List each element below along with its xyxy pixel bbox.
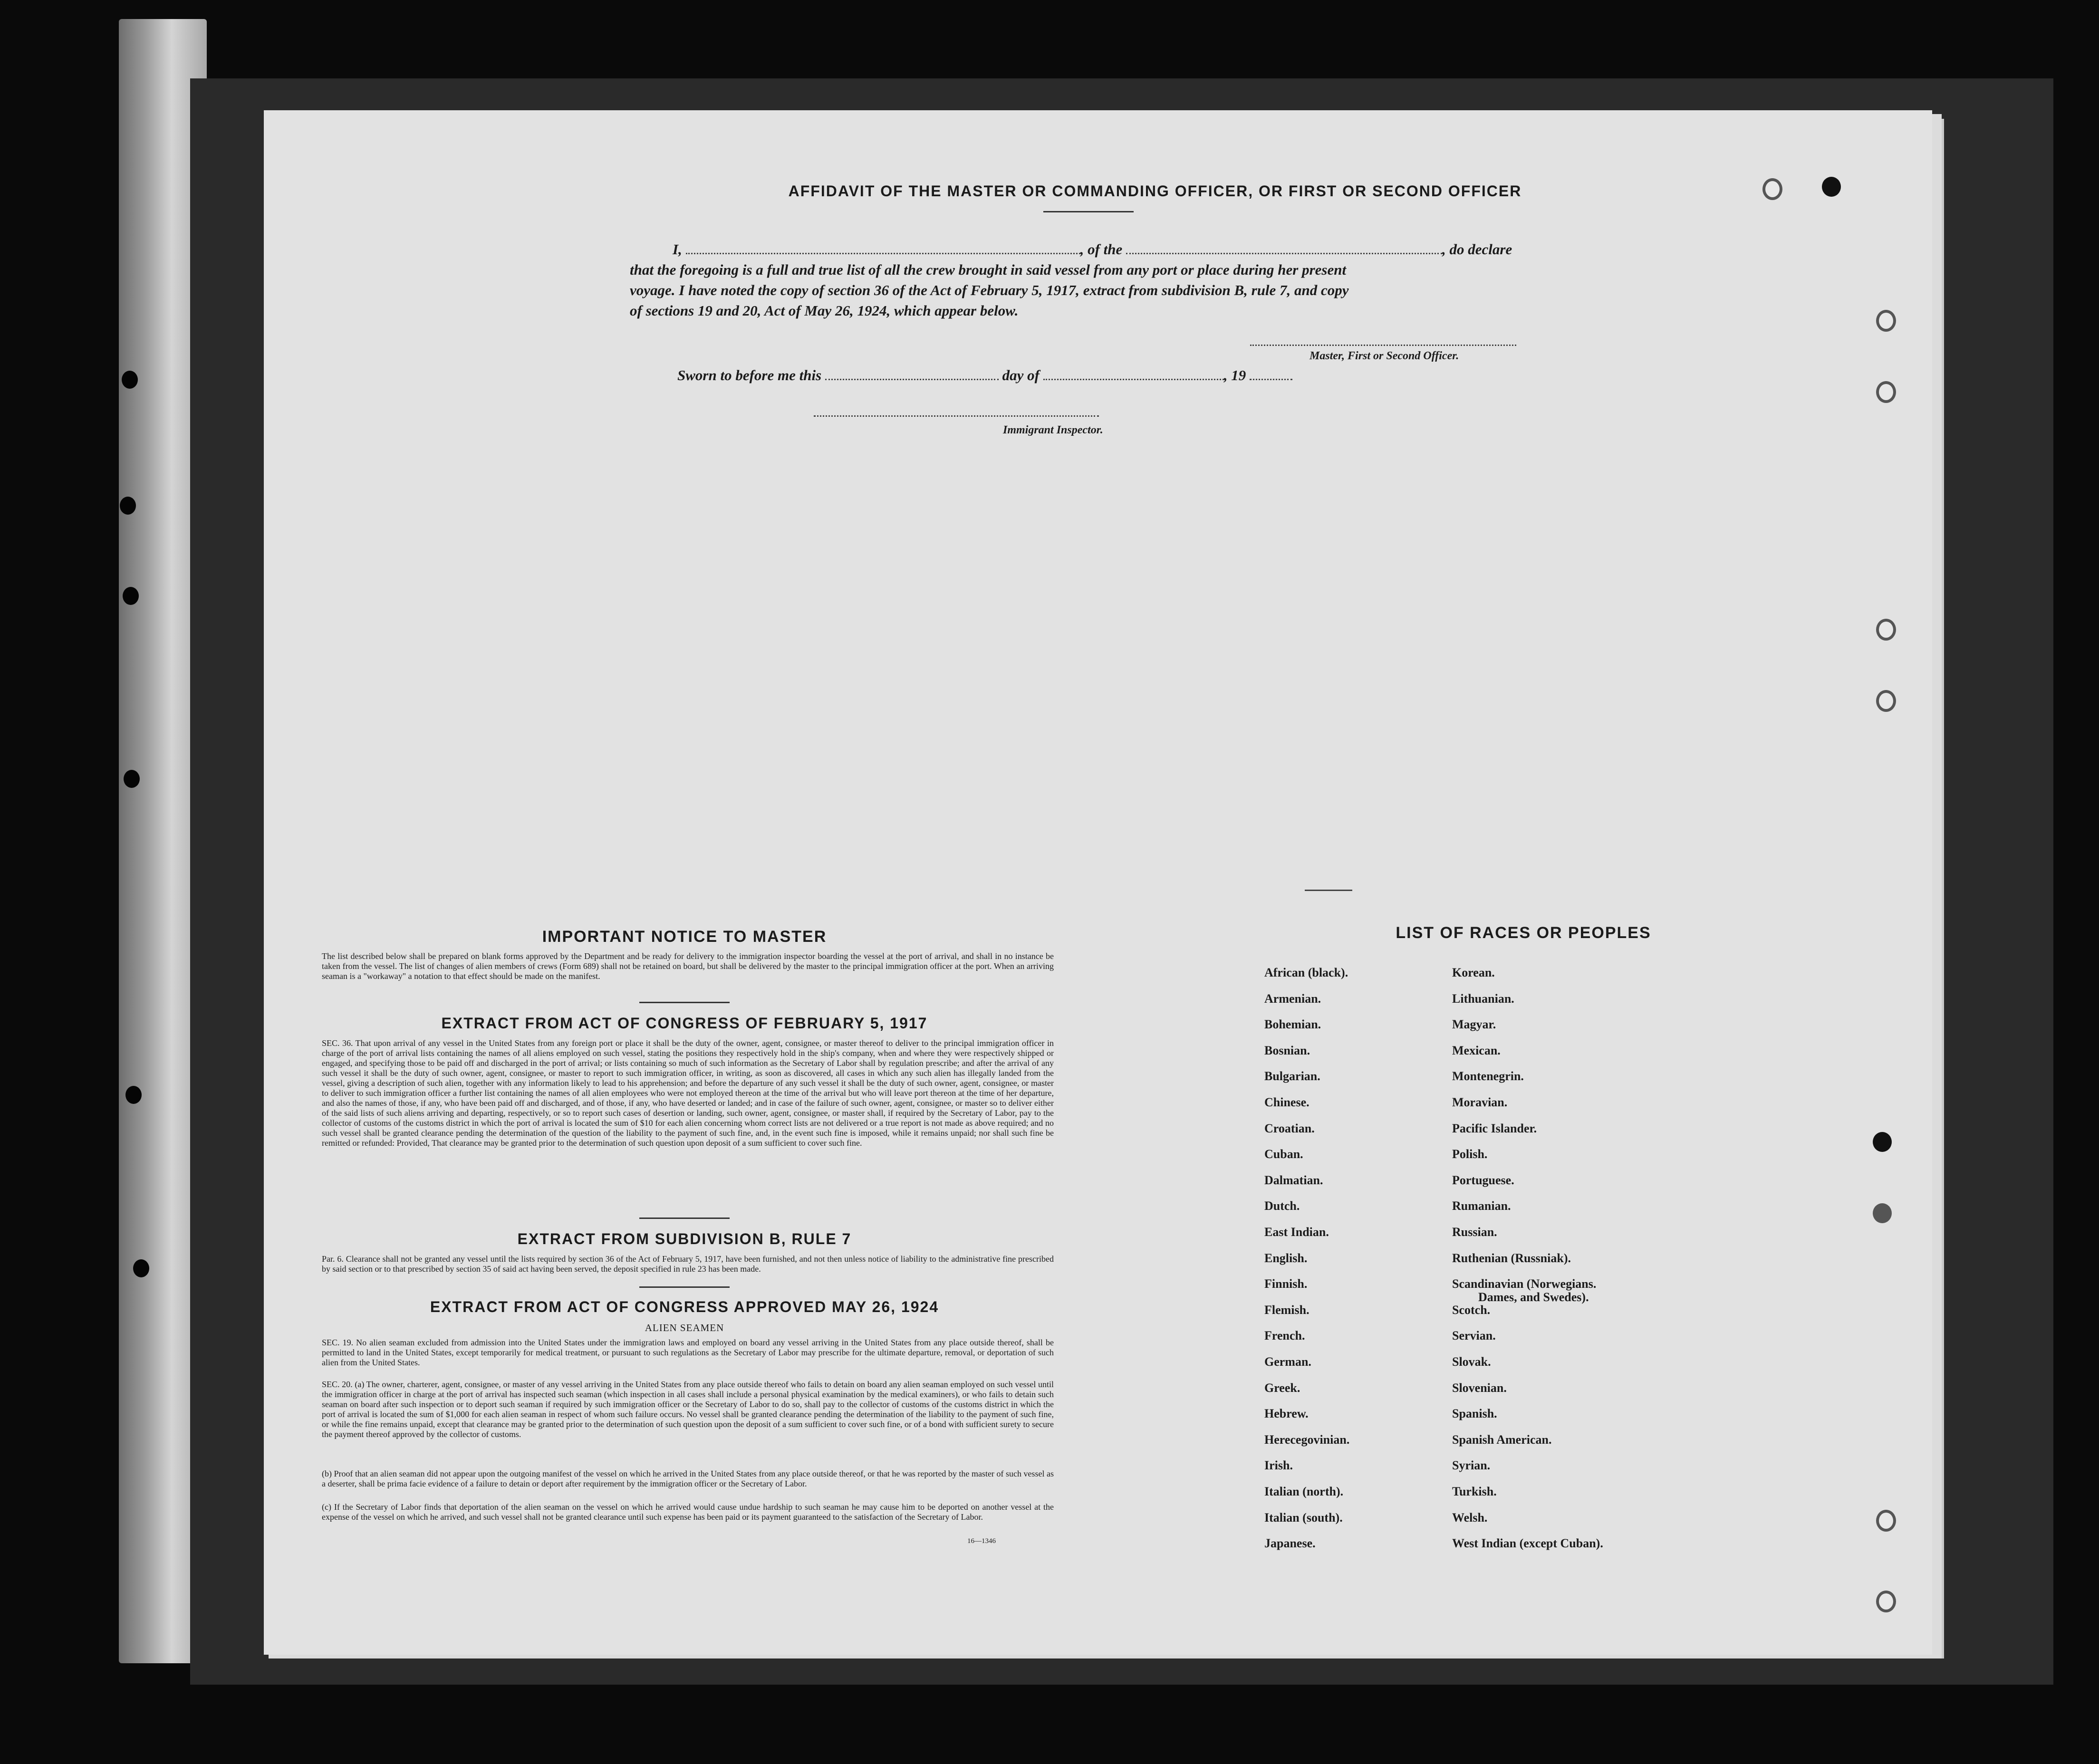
sworn-c: , 19 xyxy=(1223,367,1246,383)
section-rule xyxy=(639,1218,730,1219)
sworn-line xyxy=(677,367,1292,384)
inspector-label: Immigrant Inspector. xyxy=(1003,424,1103,436)
race-item: Syrian. xyxy=(1452,1458,1491,1472)
binder-hole xyxy=(1876,690,1896,712)
extract-1924-sec20a: SEC. 20. (a) The owner, charterer, agent, consignee, or master of any vessel arriving in the United States from any place outside thereof who fails to detain on board any alien seaman employed on such vessel until the immigration officer in charge at the port of arrival has inspected such seaman (which inspection in all cases shall include a personal physical examination by the medical examiners), or who fails to detain such seaman on board after such inspection or to deport such seaman if required by such immigration officer or the Secretary of Labor to do so, shall pay to the collector of customs of the customs district in which the port of arrival is located the sum of $1,000 for each alien seaman in respect of whom such failure occurs. No vessel shall be granted clearance pending the determination of the liability to the payment of such fine, or while the fine remains unpaid, except that clearance may be granted prior to the determination of such question upon the deposit of a sum sufficient to cover such fine, or of a bond with sufficient surety to secure the payment thereof approved by the collector of customs. xyxy=(322,1380,1054,1439)
notice-title: IMPORTANT NOTICE TO MASTER xyxy=(542,928,827,946)
race-item: Russian. xyxy=(1452,1225,1497,1239)
race-item: Cuban. xyxy=(1264,1147,1303,1161)
vessel-field[interactable] xyxy=(1126,251,1442,254)
race-item: Scotch. xyxy=(1452,1303,1491,1317)
binder-hole xyxy=(1876,619,1896,641)
binder-hole xyxy=(1873,1203,1892,1223)
sworn-day-field[interactable] xyxy=(825,377,999,380)
extract-1917-text: SEC. 36. That upon arrival of any vessel in the United States from any foreign port or place it shall be the duty of the owner, agent, consignee, or master thereof to deliver to the principal immigration officer in charge of the port of arrival lists containing the names of all aliens employed on such vessel, stating the positions they respectively hold in the ship's company, when and where they were respectively shipped or engaged, and specifying those to be paid off and discharged in the port of arrival; or lists containing so much of such information as the Secretary of Labor shall by regulation prescribe; and after the arrival of any such vessel it shall be the duty of such owner, agent, consignee, or master to report to such immigration officer, in writing, as soon as discovered, all cases in which any such alien has illegally landed from the vessel, giving a description of such alien, together with any information likely to lead to his apprehension; and before the departure of any such vessel it shall be the duty of such owner, agent, consignee, or master to deliver to such immigration officer a further list containing the names of all alien employees who were not employed thereon at the time of the arrival but who will leave port thereon at the time of her departure, and also the names of those, if any, who have been paid off and discharged, and of those, if any, who have deserted or landed; and in case of the failure of such owner, agent, consignee, or master so to deliver either of the said lists of such aliens arriving and departing, respectively, or so to report such cases of desertion or landing, such owner, agent, consignee, or master shall, if required by the Secretary of Labor, pay to the collector of customs of the customs district in which the port of arrival is located the sum of $10 for each alien concerning whom correct lists are not delivered or a true report is not made as above required; and no such vessel shall be granted clearance pending the determination of the question of the liability to the payment of such fine, and, in the event such fine is imposed, while it remains unpaid; nor shall such fine be remitted or refunded: Provided, That clearance may be granted prior to the determination of such question upon deposit of a sum sufficient to cover such fine. xyxy=(322,1038,1054,1148)
affidavit-line1 xyxy=(673,241,1512,258)
extract-1924-sec19: SEC. 19. No alien seaman excluded from admission into the United States under the immigration laws and employed on board any vessel arriving in the United States from any place outside thereof, shall be permitted to land in the United States, except temporarily for medical treatment, or pursuant to such regulations as the Secretary of Labor may prescribe for the ultimate departure, removal, or deportation of such alien from the United States. xyxy=(322,1338,1054,1367)
affidavit-line3: voyage. I have noted the copy of section 36 of the Act of February 5, 1917, extract from subdivision B, rule 7, and copy xyxy=(630,282,1349,298)
race-item: Polish. xyxy=(1452,1147,1488,1161)
races-right-column xyxy=(1452,966,1690,1678)
title-rule xyxy=(1043,211,1134,212)
race-item: Italian (south). xyxy=(1264,1511,1343,1524)
stray-mark xyxy=(1305,890,1352,891)
punch-hole xyxy=(124,770,140,788)
binder-hole xyxy=(1876,310,1896,332)
affidavit-line1-b: , of the xyxy=(1080,241,1123,258)
race-item: Slovenian. xyxy=(1452,1381,1507,1395)
race-item: Chinese. xyxy=(1264,1095,1309,1109)
binder-hole xyxy=(1762,178,1782,200)
binder-hole xyxy=(1873,1132,1892,1152)
race-item: African (black). xyxy=(1264,966,1348,979)
race-item: Scandinavian (Norwegians. xyxy=(1452,1277,1597,1291)
race-item: Dalmatian. xyxy=(1264,1173,1323,1187)
race-item: Portuguese. xyxy=(1452,1173,1514,1187)
race-item: Greek. xyxy=(1264,1381,1300,1395)
document-page xyxy=(264,110,1932,1655)
race-item: Hebrew. xyxy=(1264,1407,1309,1420)
race-item: Slovak. xyxy=(1452,1355,1491,1369)
signature-line[interactable] xyxy=(1250,345,1516,346)
race-item: Korean. xyxy=(1452,966,1495,979)
punch-hole xyxy=(122,371,138,389)
race-item: Mexican. xyxy=(1452,1044,1501,1057)
race-item: Rumanian. xyxy=(1452,1199,1511,1213)
punch-hole xyxy=(120,497,136,515)
race-item: Bohemian. xyxy=(1264,1017,1321,1031)
race-item: Turkish. xyxy=(1452,1485,1497,1498)
race-item: Herecegovinian. xyxy=(1264,1433,1350,1447)
race-item: Welsh. xyxy=(1452,1511,1488,1524)
race-item: Pacific Islander. xyxy=(1452,1122,1537,1135)
extract-1924-title: EXTRACT FROM ACT OF CONGRESS APPROVED MAY 26, 1924 xyxy=(430,1298,939,1315)
race-item: English. xyxy=(1264,1251,1308,1265)
race-item: Italian (north). xyxy=(1264,1485,1344,1498)
sworn-year-field[interactable] xyxy=(1250,377,1292,380)
name-field[interactable] xyxy=(686,251,1080,254)
binder-hole xyxy=(1822,177,1841,197)
affidavit-line2: that the foregoing is a full and true list of all the crew brought in said vessel from any port or place during her present xyxy=(630,261,1347,278)
race-item: Bosnian. xyxy=(1264,1044,1310,1057)
race-item: Armenian. xyxy=(1264,992,1321,1006)
races-left-column xyxy=(1264,966,1445,1678)
race-item: Montenegrin. xyxy=(1452,1069,1524,1083)
extract-1924-subtitle: ALIEN SEAMEN xyxy=(645,1322,724,1333)
binder-hole xyxy=(1876,1591,1896,1612)
race-item: Dames, and Swedes). xyxy=(1478,1290,1589,1304)
race-item: Spanish. xyxy=(1452,1407,1497,1420)
race-item: Lithuanian. xyxy=(1452,992,1514,1006)
race-item: Moravian. xyxy=(1452,1095,1508,1109)
section-rule xyxy=(639,1002,730,1003)
race-item: Spanish American. xyxy=(1452,1433,1552,1447)
sworn-a: Sworn to before me this xyxy=(677,367,822,383)
extract-b7-title: EXTRACT FROM SUBDIVISION B, RULE 7 xyxy=(517,1230,852,1247)
affidavit-line1-c: , do declare xyxy=(1442,241,1512,258)
section-rule xyxy=(639,1286,730,1288)
race-item: Croatian. xyxy=(1264,1122,1315,1135)
binder-hole xyxy=(1876,381,1896,403)
extract-1924-sec20c: (c) If the Secretary of Labor finds that deportation of the alien seaman on the vessel on which he arrived would cause undue hardship to such seaman he may cause him to be deported on another vessel at the expense of the vessel on which he arrived, and such vessel shall not be granted clearance until such expense has been paid or its payment guaranteed to the satisfaction of the Secretary of Labor. xyxy=(322,1502,1054,1522)
punch-hole xyxy=(125,1086,142,1104)
form-number: 16—1346 xyxy=(967,1537,996,1545)
race-item: German. xyxy=(1264,1355,1311,1369)
race-item: Magyar. xyxy=(1452,1017,1496,1031)
race-item: Ruthenian (Russniak). xyxy=(1452,1251,1571,1265)
race-item: Bulgarian. xyxy=(1264,1069,1320,1083)
race-item: West Indian (except Cuban). xyxy=(1452,1536,1603,1550)
extract-1917-title: EXTRACT FROM ACT OF CONGRESS OF FEBRUARY 5, 1917 xyxy=(441,1015,928,1032)
race-item: Dutch. xyxy=(1264,1199,1300,1213)
race-item: Servian. xyxy=(1452,1329,1496,1342)
affidavit-title: AFFIDAVIT OF THE MASTER OR COMMANDING OFFICER, OR FIRST OR SECOND OFFICER xyxy=(788,182,1522,200)
notice-text: The list described below shall be prepared on blank forms approved by the Department and be ready for delivery to the immigration inspector boarding the vessel at the port of arrival, and shall in no instance be taken from the vessel. The list of changes of alien members of crews (Form 689) shall not be retained on board, but shall be delivered by the master to the principal immigration officer at the port. When an arriving seaman is a "workaway" a notation to that effect should be made on the manifest. xyxy=(322,951,1054,981)
extract-1924-sec20b: (b) Proof that an alien seaman did not appear upon the outgoing manifest of the vessel on which he arrived in the United States from any place outside thereof, or that he was reported by the master of such vessel as a deserter, shall be prima facie evidence of a failure to detain or deport after requirement by the immigration officer or the Secretary of Labor. xyxy=(322,1469,1054,1488)
extract-b7-text: Par. 6. Clearance shall not be granted any vessel until the lists required by section 36 of the Act of February 5, 1917, have been furnished, and not then unless notice of liability to the administrative fine prescribed by said section or to that prescribed by section 35 of said act having been served, the deposit specified in rule 23 has been made. xyxy=(322,1254,1054,1274)
punch-hole xyxy=(123,587,139,605)
affidavit-line1-a: I, xyxy=(673,241,682,258)
punch-hole xyxy=(133,1259,149,1277)
race-item: French. xyxy=(1264,1329,1305,1342)
sworn-month-field[interactable] xyxy=(1043,377,1224,380)
race-item: Japanese. xyxy=(1264,1536,1316,1550)
race-item: Irish. xyxy=(1264,1458,1293,1472)
inspector-signature-line[interactable] xyxy=(814,415,1099,417)
races-title: LIST OF RACES OR PEOPLES xyxy=(1396,924,1651,942)
race-item: Finnish. xyxy=(1264,1277,1308,1291)
race-item: Flemish. xyxy=(1264,1303,1309,1317)
signature-label: Master, First or Second Officer. xyxy=(1309,350,1459,362)
binder-hole xyxy=(1876,1510,1896,1532)
sworn-b: day of xyxy=(1002,367,1040,383)
race-item: East Indian. xyxy=(1264,1225,1329,1239)
affidavit-line4: of sections 19 and 20, Act of May 26, 1924, which appear below. xyxy=(630,302,1019,319)
